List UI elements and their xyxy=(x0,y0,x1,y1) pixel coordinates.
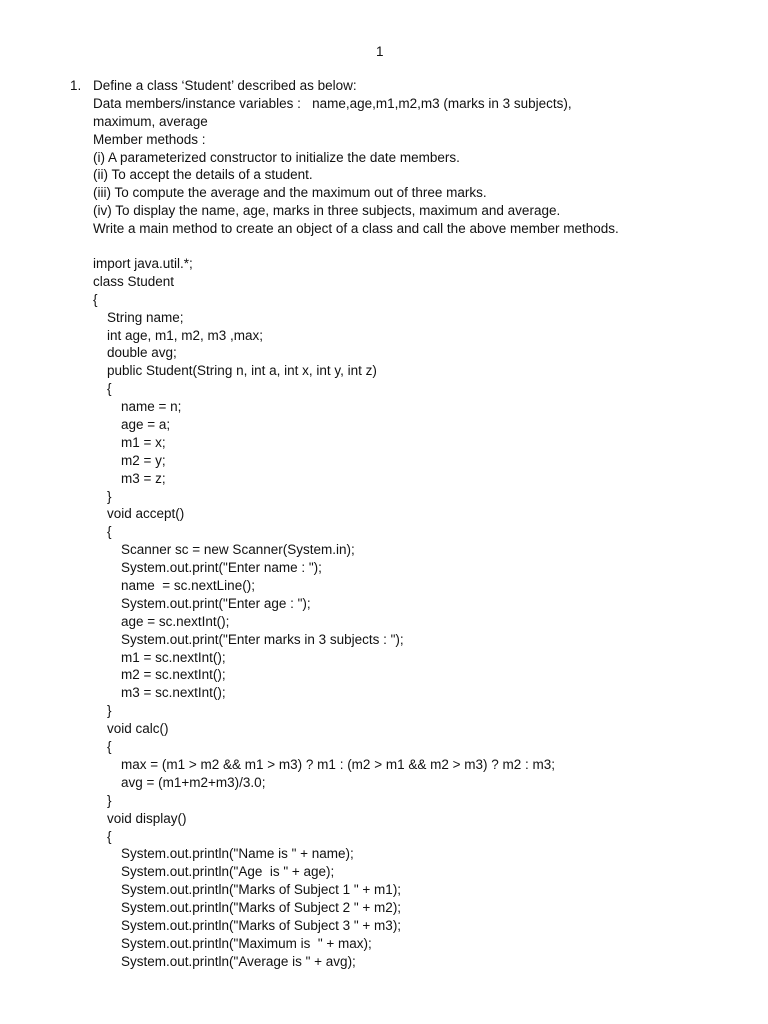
question-line: Define a class ‘Student’ described as below: xyxy=(93,78,357,93)
question-line: (iv) To display the name, age, marks in three subjects, maximum and average. xyxy=(93,203,561,219)
code-line: m2 = sc.nextInt(); xyxy=(121,667,226,683)
question-line: Data members/instance variables : name,age,m1,m2,m3 (marks in 3 subjects), xyxy=(93,95,572,111)
code-listing xyxy=(93,255,753,971)
code-line: m2 = y; xyxy=(121,452,166,468)
code-line: age = sc.nextInt(); xyxy=(121,613,230,629)
code-line: System.out.println("Maximum is " + max); xyxy=(121,935,372,951)
code-line: name = sc.nextLine(); xyxy=(121,578,255,594)
code-line: max = (m1 > m2 && m1 > m3) ? m1 : (m2 > m1 && m2 > m3) ? m2 : m3; xyxy=(121,756,555,772)
code-line: { xyxy=(107,524,112,540)
question-text xyxy=(93,77,753,238)
code-line: System.out.println("Age is " + age); xyxy=(121,864,335,880)
code-line: System.out.print("Enter age : "); xyxy=(121,595,311,611)
code-line: m3 = sc.nextInt(); xyxy=(121,685,226,701)
code-line: m1 = x; xyxy=(121,434,166,450)
question-number: 1. xyxy=(70,78,82,93)
code-line: age = a; xyxy=(121,417,171,433)
code-line: { xyxy=(107,828,112,844)
code-line: class Student xyxy=(93,273,175,289)
code-line: } xyxy=(107,488,112,504)
code-line: m3 = z; xyxy=(121,470,166,486)
code-line: void calc() xyxy=(107,721,169,737)
question-line: (iii) To compute the average and the maximum out of three marks. xyxy=(93,185,487,201)
code-line: } xyxy=(107,703,112,719)
code-line: Scanner sc = new Scanner(System.in); xyxy=(121,542,355,558)
code-line: System.out.println("Marks of Subject 3 " + m3); xyxy=(121,917,402,933)
code-line: avg = (m1+m2+m3)/3.0; xyxy=(121,774,266,790)
question-line: (i) A parameterized constructor to initialize the date members. xyxy=(93,149,460,165)
code-line: int age, m1, m2, m3 ,max; xyxy=(107,327,264,343)
code-line: import java.util.*; xyxy=(93,256,193,271)
question-line: (ii) To accept the details of a student. xyxy=(93,167,313,183)
code-line: public Student(String n, int a, int x, int y, int z) xyxy=(107,363,377,379)
question-line: maximum, average xyxy=(93,113,208,129)
code-line: System.out.print("Enter name : "); xyxy=(121,560,322,576)
code-line: String name; xyxy=(107,309,184,325)
code-line: } xyxy=(107,792,112,808)
code-line: void accept() xyxy=(107,506,185,522)
code-line: System.out.println("Name is " + name); xyxy=(121,846,354,862)
code-line: double avg; xyxy=(107,345,177,361)
question-line: Member methods : xyxy=(93,131,206,147)
page-number: 1 xyxy=(376,44,384,59)
code-line: System.out.println("Marks of Subject 2 " + m2); xyxy=(121,900,402,916)
code-line: System.out.print("Enter marks in 3 subjects : "); xyxy=(121,631,404,647)
code-line: name = n; xyxy=(121,399,182,415)
code-line: m1 = sc.nextInt(); xyxy=(121,649,226,665)
code-line: { xyxy=(93,291,98,307)
question-line: Write a main method to create an object of a class and call the above member methods. xyxy=(93,221,619,237)
code-line: void display() xyxy=(107,810,187,826)
code-line: System.out.println("Marks of Subject 1 " + m1); xyxy=(121,882,402,898)
code-line: { xyxy=(107,381,112,397)
code-line: { xyxy=(107,739,112,755)
code-line: System.out.println("Average is " + avg); xyxy=(121,953,356,969)
